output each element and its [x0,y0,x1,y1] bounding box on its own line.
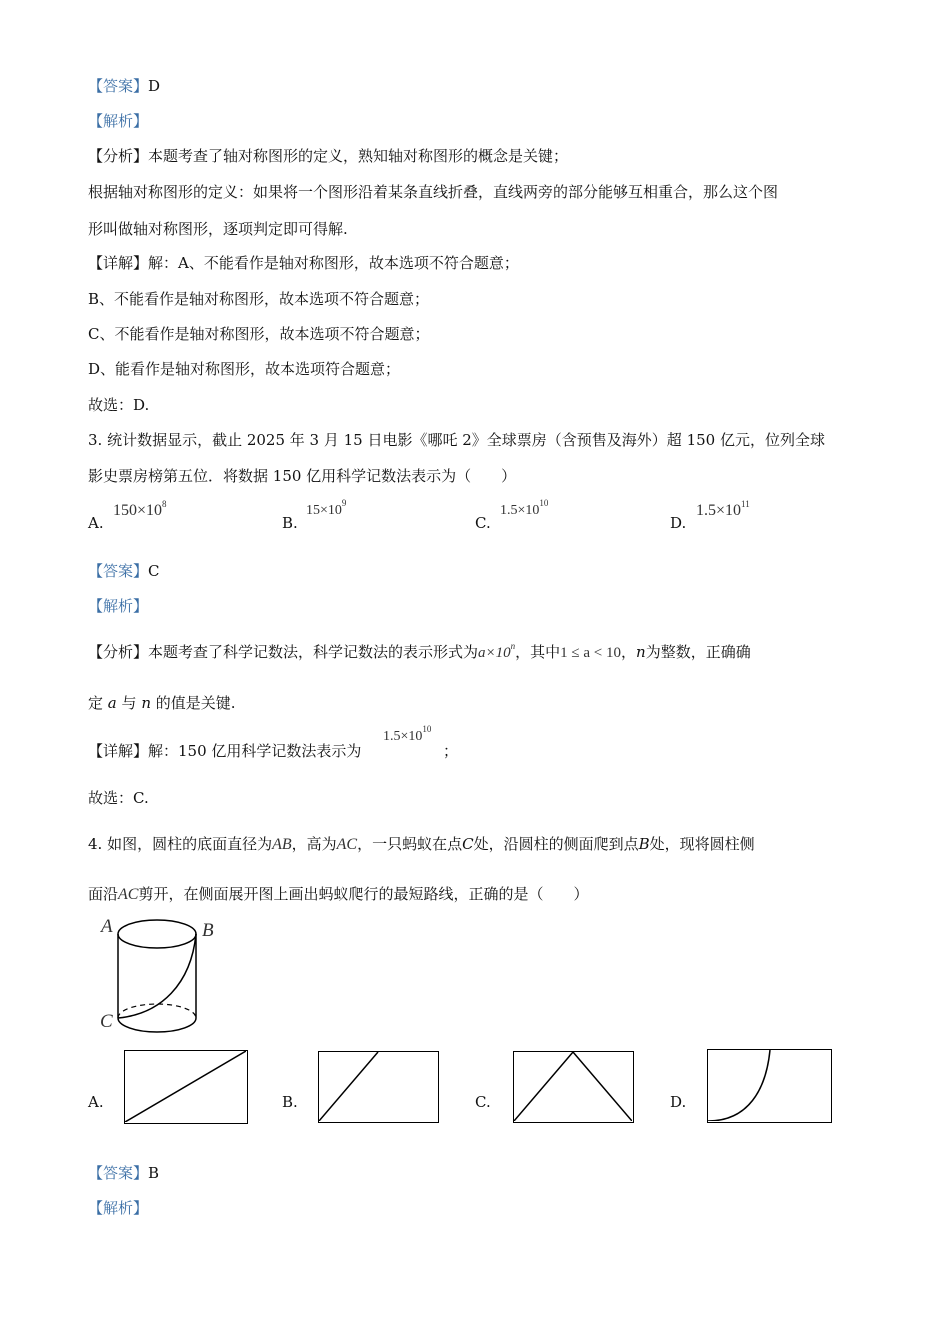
q2-line-c: C、不能看作是轴对称图形，故本选项不符合题意； [88,325,430,343]
q3-fenxi-line2: 定 a 与 n 的值是关键. [88,694,236,712]
q3-option-c[interactable]: C. [475,514,491,532]
q2-answer: D [148,77,161,95]
q3-detail-value: $1.5\times 10^{10}$ [383,724,432,744]
q4-option-b[interactable]: B. [282,1093,298,1111]
q3-detail-end: ； [443,742,459,760]
q3-option-d-value: $1.5\times 10^{11}$ [696,499,750,519]
fig-label-a: A [101,916,113,937]
q3-option-a[interactable]: A. [88,514,104,532]
q3-option-d[interactable]: D. [670,514,687,532]
q2-line2: 根据轴对称图形的定义：如果将一个图形沿着某条直线折叠，直线两旁的部分能够互相重合，那么这个图 [88,183,779,201]
q2-line-b: B、不能看作是轴对称图形，故本选项不符合题意； [88,290,430,308]
q4-option-a-diagram[interactable] [124,1050,248,1124]
q4-option-c[interactable]: C. [475,1093,491,1111]
sci-form: $a\times 10^n$ [478,641,516,661]
q2-detail-line: 【详解】解：A、不能看作是轴对称图形，故本选项不符合题意； [88,254,519,272]
fig-label-b: B [202,920,214,941]
q4-stem-line1: 4. 如图，圆柱的底面直径为AB，高为AC，一只蚂蚁在点C处，沿圆柱的侧面爬到点B处，现将圆柱侧 [88,835,755,853]
q3-fenxi-line: 【分析】本题考查了科学记数法，科学记数法的表示形式为$a\times 10^n$，其中1 ≤ a < 10，n为整数，正确确 [88,641,751,661]
q3-analysis-label: 【解析】 [88,597,149,615]
q2-fenxi-line: 【分析】本题考查了轴对称图形的定义，熟知轴对称图形的概念是关键； [88,147,569,165]
q3-stem-line2: 影史票房榜第五位．将数据 150 亿用科学记数法表示为（ ） [88,467,517,485]
q3-stem-line1: 3. 统计数据显示，截止 2025 年 3 月 15 日电影《哪吒 2》全球票房（含预售及海外）超 150 亿元，位列全球 [88,431,825,449]
q3-option-a-value: $150\times 10^8$ [113,499,167,519]
q3-option-b-value: $15\times 10^9$ [306,498,347,518]
q2-analysis-label: 【解析】 [88,112,149,130]
q4-analysis-label: 【解析】 [88,1199,149,1217]
q4-option-b-diagram[interactable] [318,1051,439,1123]
q3-answer: C [148,562,160,580]
q2-line-d: D、能看作是轴对称图形，故本选项符合题意； [88,360,401,378]
q4-option-d[interactable]: D. [670,1093,687,1111]
q3-option-c-value: $1.5\times 10^{10}$ [500,498,549,518]
q3-choice: 故选：C. [88,789,149,807]
q2-answer-line [88,76,160,96]
q3-detail-line: 【详解】解：150 亿用科学记数法表示为 [88,742,362,760]
fig-label-c: C [100,1011,113,1032]
q2-line3: 形叫做轴对称图形，逐项判定即可得解. [88,220,348,238]
q4-stem-line2: 面沿AC剪开，在侧面展开图上画出蚂蚁爬行的最短路线，正确的是（ ） [88,885,589,903]
q3-answer-line: 【答案】C [88,562,160,580]
q3-option-b[interactable]: B. [282,514,298,532]
inequality: 1 ≤ a < 10 [560,645,622,661]
q4-option-a[interactable]: A. [88,1093,104,1111]
q4-option-c-diagram[interactable] [513,1051,634,1123]
fenxi-label: 【分析】 [88,147,149,165]
q2-choice: 故选：D. [88,396,150,414]
detail-label: 【详解】 [88,254,149,272]
q4-answer: B [148,1164,160,1182]
answer-label: 【答案】 [88,77,149,95]
q4-option-d-diagram[interactable] [707,1049,832,1123]
q4-answer-line: 【答案】B [88,1164,160,1182]
